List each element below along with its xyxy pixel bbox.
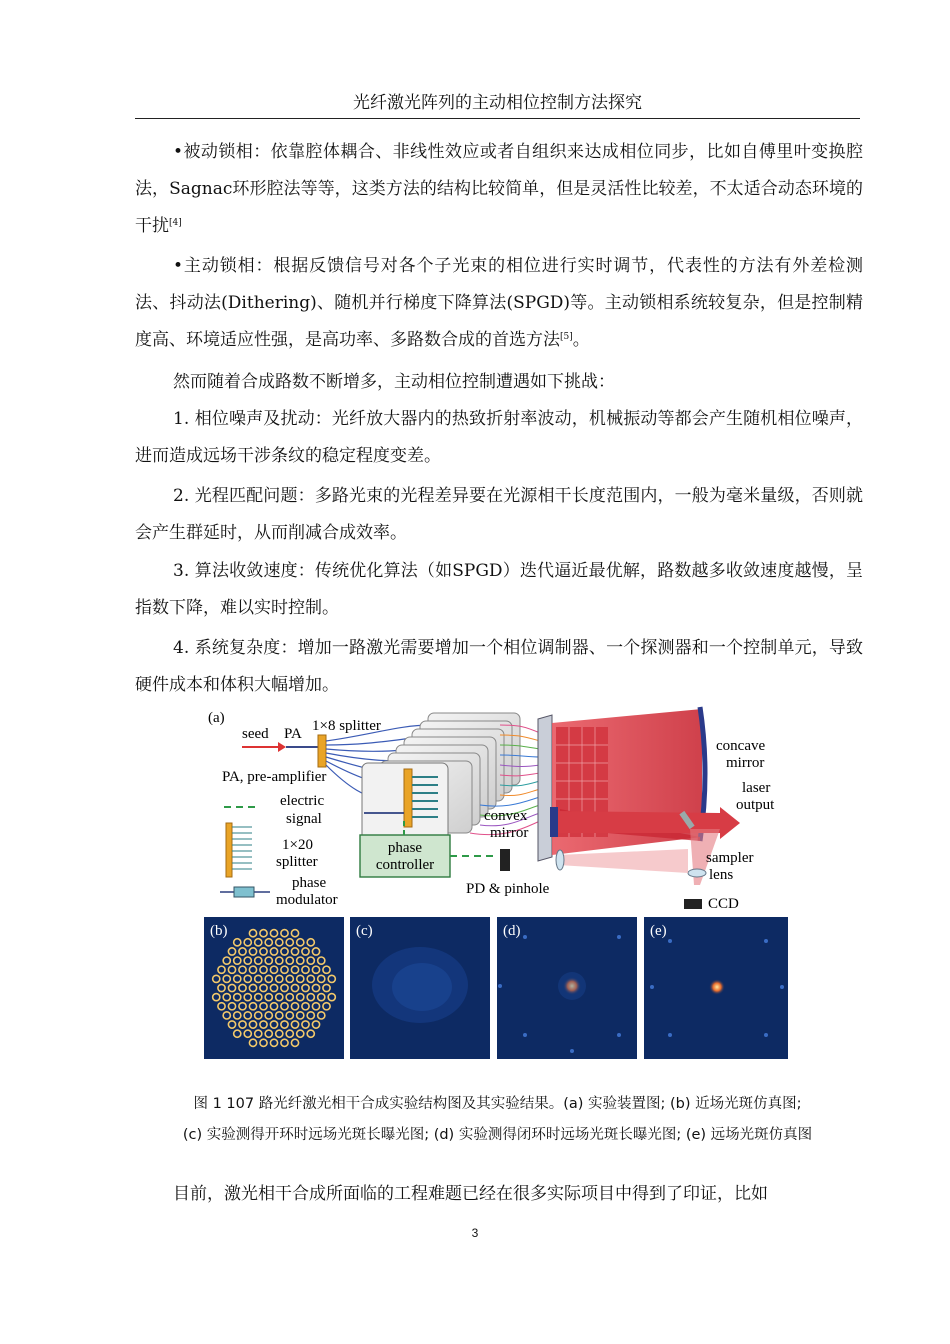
- panel-b-near-field: [204, 917, 344, 1059]
- legend-electric-1: electric: [280, 793, 325, 809]
- figure-1: [200, 705, 792, 1063]
- legend-phase-2: modulator: [276, 892, 338, 908]
- figure-caption-line-2: (c) 实验测得开环时远场光斑长曝光图; (d) 实验测得闭环时远场光斑长曝光图; (e) 远场光斑仿真图: [182, 1127, 813, 1143]
- convex-label-1: convex: [484, 808, 528, 824]
- panel-d-label: (d): [503, 923, 521, 939]
- ccd-block: [684, 899, 702, 909]
- laser-label-2: output: [736, 797, 775, 813]
- legend-splitter-2: splitter: [276, 854, 318, 870]
- pd-label: PD & pinhole: [466, 881, 550, 897]
- legend-splitter-1: 1×20: [282, 837, 313, 853]
- sampler-lens: [688, 869, 706, 877]
- ccd-label: CCD: [708, 896, 739, 912]
- paragraph-challenges-intro: 然而随着合成路数不断增多，主动相位控制遭遇如下挑战：: [173, 372, 615, 392]
- sampler-label-1: sampler: [706, 850, 754, 866]
- focusing-lens: [556, 850, 564, 870]
- page-number: 3: [471, 1226, 479, 1240]
- panel-d-closed-loop: [497, 917, 637, 1059]
- panel-c-open-loop: [350, 917, 490, 1059]
- paragraph-active-locking: •主动锁相：根据反馈信号对各个子光束的相位进行实时调节，代表性的方法有外差检测法、抖动法(Dithering)、随机并行梯度下降算法(SPGD)等。主动锁相系统较复杂，但是控制精度高、环境适应性强，是高功率、多路数合成的首选方法[5]。: [135, 256, 863, 350]
- paragraph-current-status: 目前，激光相干合成所面临的工程难题已经在很多实际项目中得到了印证，比如: [173, 1184, 768, 1204]
- citation-5[interactable]: [5]: [560, 332, 573, 342]
- controller-label-1: phase: [387, 840, 423, 856]
- legend-electric-2: signal: [286, 811, 322, 827]
- seed-label: seed: [242, 726, 269, 742]
- paragraph-passive-locking: •被动锁相：依靠腔体耦合、非线性效应或者自组织来达成相位同步，比如自傅里叶变换腔法，Sagnac环形腔法等等，这类方法的结构比较简单，但是灵活性比较差，不太适合动态环境的干扰[4]: [135, 142, 863, 236]
- convex-mirror: [550, 807, 558, 837]
- citation-4[interactable]: [4]: [169, 218, 182, 228]
- convex-label-2: mirror: [490, 825, 529, 841]
- paragraph-challenge-4: 4. 系统复杂度：增加一路激光需要增加一个相位调制器、一个探测器和一个控制单元，导致硬件成本和体积大幅增加。: [135, 638, 863, 695]
- panel-c-label: (c): [356, 923, 373, 939]
- diagnostic-beam: [558, 849, 688, 873]
- pa-label: PA: [284, 726, 302, 742]
- splitter-1x8-label: 1×8 splitter: [312, 718, 381, 734]
- legend-modulator-block: [234, 887, 254, 897]
- pa-definition: PA, pre-amplifier: [222, 769, 327, 785]
- panel-e-label: (e): [650, 923, 667, 939]
- panel-e-simulation: [644, 917, 788, 1059]
- controller-label-2: controller: [375, 857, 435, 873]
- pd-block: [500, 849, 510, 871]
- splitter-1x8-block: [318, 735, 326, 767]
- concave-label-1: concave: [716, 738, 766, 754]
- paragraph-challenge-2: 2. 光程匹配问题：多路光束的光程差异要在光源相干长度范围内，一般为毫米量级，否则就会产生群延时，从而削减合成效率。: [135, 486, 863, 543]
- panel-a-setup: [208, 707, 775, 912]
- panel-b-label: (b): [210, 923, 228, 939]
- legend-splitter-teeth: [232, 827, 252, 869]
- legend-splitter-bar: [226, 823, 232, 877]
- panel-a-label: (a): [208, 710, 225, 726]
- paragraph-challenge-1: 1. 相位噪声及扰动：光纤放大器内的热致折射率波动，机械振动等都会产生随机相位噪声，进而造成远场干涉条纹的稳定程度变差。: [135, 409, 863, 466]
- sampler-label-2: lens: [709, 867, 734, 883]
- collimator-array: [538, 715, 552, 861]
- laser-label-1: laser: [742, 780, 771, 796]
- figure-caption-line-1: 图 1 107 路光纤激光相干合成实验结构图及其实验结果。(a) 实验装置图; (b) 近场光斑仿真图;: [193, 1096, 802, 1112]
- legend-phase-1: phase: [292, 875, 327, 891]
- concave-label-2: mirror: [726, 755, 765, 771]
- paragraph-challenge-3: 3. 算法收敛速度：传统优化算法（如SPGD）迭代逼近最优解，路数越多收敛速度越慢，呈指数下降，难以实时控制。: [135, 561, 863, 618]
- seed-arrowhead: [278, 742, 286, 752]
- running-header: 光纤激光阵列的主动相位控制方法探究: [135, 88, 860, 119]
